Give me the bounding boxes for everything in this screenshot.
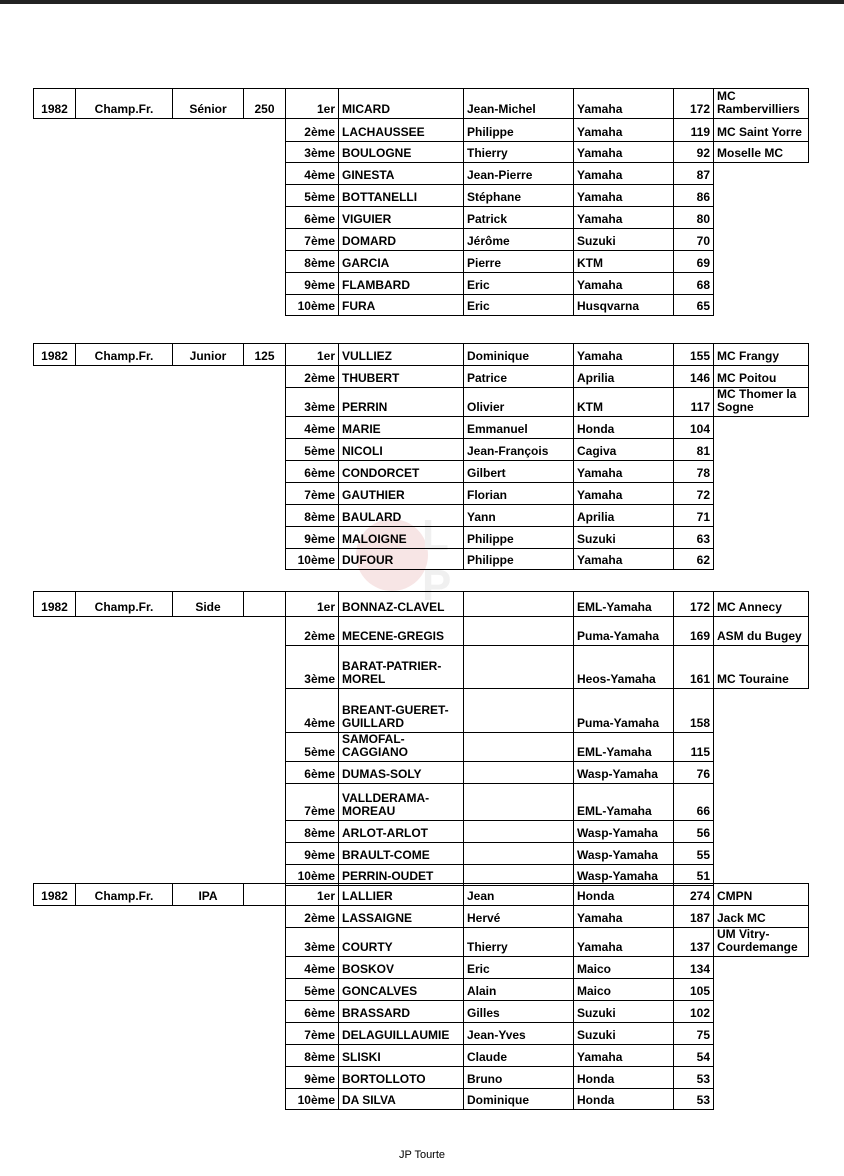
result-first-name: Philippe bbox=[463, 526, 574, 549]
result-last-name: DUMAS-SOLY bbox=[338, 761, 464, 784]
result-last-name: BRAULT-COME bbox=[338, 842, 464, 865]
result-points: 137 bbox=[673, 927, 714, 957]
result-last-name: MARIE bbox=[338, 416, 464, 439]
result-points: 158 bbox=[673, 688, 714, 733]
result-club: MC Poitou bbox=[713, 365, 809, 388]
result-rank: 9ème bbox=[285, 526, 339, 549]
result-points: 119 bbox=[673, 118, 714, 142]
result-rank: 1er bbox=[285, 883, 339, 906]
result-first-name bbox=[463, 616, 574, 646]
result-first-name: Philippe bbox=[463, 118, 574, 142]
result-last-name: BOTTANELLI bbox=[338, 184, 464, 207]
result-bike: Wasp-Yamaha bbox=[573, 761, 674, 784]
result-first-name bbox=[463, 761, 574, 784]
result-first-name bbox=[463, 783, 574, 821]
result-first-name: Patrice bbox=[463, 365, 574, 388]
result-last-name: DELAGUILLAUMIE bbox=[338, 1022, 464, 1045]
section-year: 1982 bbox=[33, 88, 76, 119]
result-first-name: Yann bbox=[463, 504, 574, 527]
result-bike: EML-Yamaha bbox=[573, 732, 674, 762]
section-category: Junior bbox=[172, 343, 244, 366]
result-club: MC Annecy bbox=[713, 591, 809, 617]
result-points: 146 bbox=[673, 365, 714, 388]
result-first-name bbox=[463, 645, 574, 689]
result-bike: Honda bbox=[573, 883, 674, 906]
result-rank: 4ème bbox=[285, 688, 339, 733]
result-points: 172 bbox=[673, 591, 714, 617]
result-last-name: LASSAIGNE bbox=[338, 905, 464, 928]
result-bike: Maico bbox=[573, 956, 674, 979]
result-club: UM Vitry-Courdemange bbox=[713, 927, 809, 957]
result-bike: Yamaha bbox=[573, 1044, 674, 1067]
result-last-name: GARCIA bbox=[338, 250, 464, 273]
result-rank: 2ème bbox=[285, 365, 339, 388]
result-first-name bbox=[463, 820, 574, 843]
result-bike: Cagiva bbox=[573, 438, 674, 461]
result-first-name bbox=[463, 591, 574, 617]
result-bike: Yamaha bbox=[573, 482, 674, 505]
result-points: 155 bbox=[673, 343, 714, 366]
result-bike: Yamaha bbox=[573, 141, 674, 163]
result-last-name: FLAMBARD bbox=[338, 272, 464, 295]
result-points: 115 bbox=[673, 732, 714, 762]
result-bike: KTM bbox=[573, 387, 674, 417]
result-points: 87 bbox=[673, 162, 714, 185]
result-last-name: DOMARD bbox=[338, 228, 464, 251]
result-bike: EML-Yamaha bbox=[573, 783, 674, 821]
result-rank: 2ème bbox=[285, 616, 339, 646]
result-last-name: BOULOGNE bbox=[338, 141, 464, 163]
result-rank: 9ème bbox=[285, 1066, 339, 1089]
result-points: 51 bbox=[673, 864, 714, 886]
result-first-name: Eric bbox=[463, 294, 574, 316]
result-first-name: Thierry bbox=[463, 141, 574, 163]
result-last-name: BRASSARD bbox=[338, 1000, 464, 1023]
section-championship: Champ.Fr. bbox=[75, 343, 173, 366]
result-bike: Yamaha bbox=[573, 343, 674, 366]
result-rank: 1er bbox=[285, 88, 339, 119]
result-points: 54 bbox=[673, 1044, 714, 1067]
section-category: Sénior bbox=[172, 88, 244, 119]
result-rank: 8ème bbox=[285, 820, 339, 843]
result-points: 56 bbox=[673, 820, 714, 843]
result-last-name: BAULARD bbox=[338, 504, 464, 527]
result-rank: 6ème bbox=[285, 1000, 339, 1023]
result-bike: Puma-Yamaha bbox=[573, 616, 674, 646]
result-last-name: ARLOT-ARLOT bbox=[338, 820, 464, 843]
result-first-name: Dominique bbox=[463, 1088, 574, 1110]
result-bike: Yamaha bbox=[573, 162, 674, 185]
result-points: 102 bbox=[673, 1000, 714, 1023]
result-points: 172 bbox=[673, 88, 714, 119]
result-rank: 7ème bbox=[285, 1022, 339, 1045]
result-points: 134 bbox=[673, 956, 714, 979]
result-club: Moselle MC bbox=[713, 141, 809, 163]
result-first-name: Gilbert bbox=[463, 460, 574, 483]
result-club: Jack MC bbox=[713, 905, 809, 928]
result-rank: 10ème bbox=[285, 864, 339, 886]
result-last-name: MECENE-GREGIS bbox=[338, 616, 464, 646]
footer-author: JP Tourte bbox=[398, 1149, 446, 1161]
section-class bbox=[243, 883, 286, 906]
result-last-name: PERRIN bbox=[338, 387, 464, 417]
result-club: ASM du Bugey bbox=[713, 616, 809, 646]
result-first-name: Dominique bbox=[463, 343, 574, 366]
result-club: MC Thomer la Sogne bbox=[713, 387, 809, 417]
result-first-name bbox=[463, 688, 574, 733]
result-points: 71 bbox=[673, 504, 714, 527]
result-bike: Yamaha bbox=[573, 905, 674, 928]
result-first-name: Claude bbox=[463, 1044, 574, 1067]
result-bike: Aprilia bbox=[573, 365, 674, 388]
result-rank: 7ème bbox=[285, 482, 339, 505]
section-class: 250 bbox=[243, 88, 286, 119]
result-last-name: GONCALVES bbox=[338, 978, 464, 1001]
result-points: 69 bbox=[673, 250, 714, 273]
result-bike: Yamaha bbox=[573, 548, 674, 570]
result-points: 80 bbox=[673, 206, 714, 229]
result-points: 66 bbox=[673, 783, 714, 821]
result-first-name: Florian bbox=[463, 482, 574, 505]
result-points: 105 bbox=[673, 978, 714, 1001]
result-last-name: GAUTHIER bbox=[338, 482, 464, 505]
section-year: 1982 bbox=[33, 591, 76, 617]
result-last-name: VALLDERAMA-MOREAU bbox=[338, 783, 464, 821]
result-points: 169 bbox=[673, 616, 714, 646]
result-first-name: Jean-Yves bbox=[463, 1022, 574, 1045]
result-first-name bbox=[463, 842, 574, 865]
result-bike: Honda bbox=[573, 416, 674, 439]
result-bike: Yamaha bbox=[573, 272, 674, 295]
result-points: 161 bbox=[673, 645, 714, 689]
svg-text:L: L bbox=[422, 511, 449, 560]
result-points: 92 bbox=[673, 141, 714, 163]
result-rank: 9ème bbox=[285, 272, 339, 295]
result-points: 76 bbox=[673, 761, 714, 784]
result-bike: Yamaha bbox=[573, 184, 674, 207]
result-first-name: Pierre bbox=[463, 250, 574, 273]
result-bike: Honda bbox=[573, 1088, 674, 1110]
result-first-name: Thierry bbox=[463, 927, 574, 957]
section-championship: Champ.Fr. bbox=[75, 883, 173, 906]
section-category: Side bbox=[172, 591, 244, 617]
result-last-name: BOSKOV bbox=[338, 956, 464, 979]
section-class: 125 bbox=[243, 343, 286, 366]
result-rank: 10ème bbox=[285, 1088, 339, 1110]
result-rank: 4ème bbox=[285, 416, 339, 439]
result-bike: Suzuki bbox=[573, 1000, 674, 1023]
section-category: IPA bbox=[172, 883, 244, 906]
result-rank: 2ème bbox=[285, 905, 339, 928]
result-first-name: Eric bbox=[463, 956, 574, 979]
result-rank: 3ème bbox=[285, 387, 339, 417]
result-first-name: Jean bbox=[463, 883, 574, 906]
result-first-name: Emmanuel bbox=[463, 416, 574, 439]
result-last-name: GINESTA bbox=[338, 162, 464, 185]
result-bike: Yamaha bbox=[573, 118, 674, 142]
result-last-name: BORTOLLOTO bbox=[338, 1066, 464, 1089]
result-rank: 3ème bbox=[285, 645, 339, 689]
result-last-name: CONDORCET bbox=[338, 460, 464, 483]
section-year: 1982 bbox=[33, 883, 76, 906]
result-club: MC Rambervilliers bbox=[713, 88, 809, 119]
result-rank: 4ème bbox=[285, 162, 339, 185]
result-points: 63 bbox=[673, 526, 714, 549]
result-rank: 8ème bbox=[285, 250, 339, 273]
result-bike: Puma-Yamaha bbox=[573, 688, 674, 733]
result-bike: Yamaha bbox=[573, 927, 674, 957]
section-year: 1982 bbox=[33, 343, 76, 366]
result-rank: 5ème bbox=[285, 184, 339, 207]
result-points: 62 bbox=[673, 548, 714, 570]
result-rank: 8ème bbox=[285, 1044, 339, 1067]
result-points: 72 bbox=[673, 482, 714, 505]
result-rank: 6ème bbox=[285, 460, 339, 483]
result-rank: 7ème bbox=[285, 228, 339, 251]
result-rank: 5ème bbox=[285, 732, 339, 762]
result-last-name: BARAT-PATRIER-MOREL bbox=[338, 645, 464, 689]
result-last-name: BONNAZ-CLAVEL bbox=[338, 591, 464, 617]
result-rank: 5ème bbox=[285, 978, 339, 1001]
result-rank: 10ème bbox=[285, 294, 339, 316]
result-first-name bbox=[463, 732, 574, 762]
result-bike: Honda bbox=[573, 1066, 674, 1089]
result-first-name: Jean-François bbox=[463, 438, 574, 461]
result-bike: Suzuki bbox=[573, 526, 674, 549]
section-championship: Champ.Fr. bbox=[75, 88, 173, 119]
result-last-name: VIGUIER bbox=[338, 206, 464, 229]
result-last-name: MALOIGNE bbox=[338, 526, 464, 549]
result-last-name: DA SILVA bbox=[338, 1088, 464, 1110]
result-first-name: Stéphane bbox=[463, 184, 574, 207]
result-last-name: PERRIN-OUDET bbox=[338, 864, 464, 886]
result-points: 53 bbox=[673, 1066, 714, 1089]
result-bike: Wasp-Yamaha bbox=[573, 820, 674, 843]
result-rank: 10ème bbox=[285, 548, 339, 570]
result-first-name: Alain bbox=[463, 978, 574, 1001]
result-last-name: VULLIEZ bbox=[338, 343, 464, 366]
result-bike: Heos-Yamaha bbox=[573, 645, 674, 689]
result-bike: Wasp-Yamaha bbox=[573, 864, 674, 886]
result-bike: Suzuki bbox=[573, 228, 674, 251]
result-first-name: Patrick bbox=[463, 206, 574, 229]
result-rank: 1er bbox=[285, 343, 339, 366]
result-last-name: LACHAUSSEE bbox=[338, 118, 464, 142]
result-last-name: DUFOUR bbox=[338, 548, 464, 570]
result-bike: KTM bbox=[573, 250, 674, 273]
result-points: 274 bbox=[673, 883, 714, 906]
result-last-name: MICARD bbox=[338, 88, 464, 119]
result-rank: 6ème bbox=[285, 206, 339, 229]
result-first-name: Jérôme bbox=[463, 228, 574, 251]
result-rank: 3ème bbox=[285, 141, 339, 163]
result-points: 78 bbox=[673, 460, 714, 483]
result-rank: 1er bbox=[285, 591, 339, 617]
result-first-name: Jean-Pierre bbox=[463, 162, 574, 185]
result-first-name: Philippe bbox=[463, 548, 574, 570]
result-last-name: BREANT-GUERET-GUILLARD bbox=[338, 688, 464, 733]
result-club: MC Touraine bbox=[713, 645, 809, 689]
result-rank: 3ème bbox=[285, 927, 339, 957]
result-last-name: SLISKI bbox=[338, 1044, 464, 1067]
result-points: 65 bbox=[673, 294, 714, 316]
result-first-name: Eric bbox=[463, 272, 574, 295]
result-points: 104 bbox=[673, 416, 714, 439]
result-bike: Yamaha bbox=[573, 88, 674, 119]
result-last-name: THUBERT bbox=[338, 365, 464, 388]
result-first-name: Hervé bbox=[463, 905, 574, 928]
result-last-name: COURTY bbox=[338, 927, 464, 957]
result-points: 187 bbox=[673, 905, 714, 928]
result-bike: Suzuki bbox=[573, 1022, 674, 1045]
svg-text:P: P bbox=[422, 561, 452, 610]
result-points: 81 bbox=[673, 438, 714, 461]
result-points: 117 bbox=[673, 387, 714, 417]
result-bike: Yamaha bbox=[573, 206, 674, 229]
result-points: 75 bbox=[673, 1022, 714, 1045]
result-rank: 9ème bbox=[285, 842, 339, 865]
result-rank: 5ème bbox=[285, 438, 339, 461]
section-championship: Champ.Fr. bbox=[75, 591, 173, 617]
result-first-name: Jean-Michel bbox=[463, 88, 574, 119]
result-last-name: SAMOFAL-CAGGIANO bbox=[338, 732, 464, 762]
result-bike: Husqvarna bbox=[573, 294, 674, 316]
result-bike: Wasp-Yamaha bbox=[573, 842, 674, 865]
result-club: CMPN bbox=[713, 883, 809, 906]
result-bike: EML-Yamaha bbox=[573, 591, 674, 617]
result-club: MC Saint Yorre bbox=[713, 118, 809, 142]
result-bike: Maico bbox=[573, 978, 674, 1001]
result-bike: Aprilia bbox=[573, 504, 674, 527]
result-rank: 7ème bbox=[285, 783, 339, 821]
section-class bbox=[243, 591, 286, 617]
result-last-name: FURA bbox=[338, 294, 464, 316]
result-first-name: Bruno bbox=[463, 1066, 574, 1089]
result-bike: Yamaha bbox=[573, 460, 674, 483]
result-rank: 4ème bbox=[285, 956, 339, 979]
result-points: 70 bbox=[673, 228, 714, 251]
result-points: 53 bbox=[673, 1088, 714, 1110]
result-points: 86 bbox=[673, 184, 714, 207]
result-first-name: Gilles bbox=[463, 1000, 574, 1023]
result-rank: 6ème bbox=[285, 761, 339, 784]
result-club: MC Frangy bbox=[713, 343, 809, 366]
result-last-name: LALLIER bbox=[338, 883, 464, 906]
result-first-name: Olivier bbox=[463, 387, 574, 417]
result-points: 55 bbox=[673, 842, 714, 865]
result-rank: 2ème bbox=[285, 118, 339, 142]
result-rank: 8ème bbox=[285, 504, 339, 527]
result-points: 68 bbox=[673, 272, 714, 295]
result-last-name: NICOLI bbox=[338, 438, 464, 461]
